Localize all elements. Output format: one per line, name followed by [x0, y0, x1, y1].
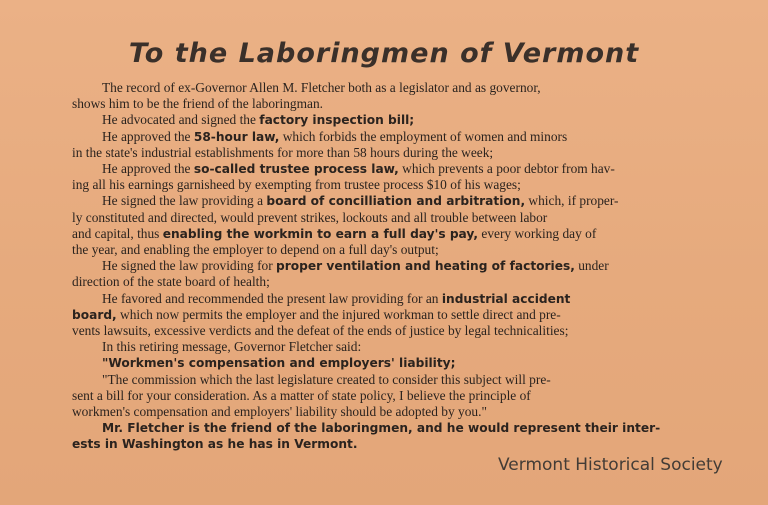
text-segment: which forbids the employment of women and minors	[279, 128, 568, 144]
text-segment: in the state's industrial establishments for more than 58 hours during the week;	[72, 144, 494, 160]
text-line	[72, 323, 688, 339]
text-segment: ing all his earnings garnisheed by exempting from trustee process $10 of his wages;	[72, 177, 521, 193]
bold-phrase: 58-hour law,	[193, 129, 280, 144]
bold-phrase: board of concilliation and arbitration,	[266, 194, 526, 209]
text-segment: vents lawsuits, excessive verdicts and the defeat of the ends of justice by legal technicalities;	[72, 323, 569, 339]
text-segment: workmen's compensation and employers' liability should be adopted by you."	[72, 404, 487, 420]
text-segment: He signed the law providing for	[102, 258, 277, 274]
text-line	[72, 436, 688, 452]
text-line	[72, 145, 688, 161]
text-line	[72, 274, 688, 290]
text-segment: sent a bill for your consideration. As a matter of state policy, I believe the principle of	[72, 387, 531, 403]
text-segment: He signed the law providing a	[102, 193, 267, 209]
text-line	[72, 355, 688, 371]
text-line	[72, 307, 688, 323]
text-segment: every working day of	[478, 225, 597, 241]
text-segment: He approved the	[102, 128, 194, 144]
text-line	[72, 242, 688, 258]
bold-phrase: enabling the workmin to earn a full day's pay,	[162, 226, 479, 241]
text-line	[72, 372, 688, 388]
text-line	[72, 129, 688, 145]
text-segment: which prevents a poor debtor from hav-	[398, 161, 615, 177]
bold-phrase: Mr. Fletcher is the friend of the laboringmen, and he would represent their inter-	[102, 421, 661, 436]
text-line	[72, 420, 688, 436]
watermark: Vermont Historical Society	[498, 455, 723, 475]
text-line	[72, 226, 688, 242]
bold-phrase: industrial accident	[441, 291, 571, 306]
bold-phrase: board,	[72, 307, 117, 322]
text-segment: under	[574, 258, 609, 274]
text-segment: The record of ex-Governor Allen M. Fletcher both as a legislator and as governor,	[102, 80, 541, 95]
text-line	[72, 161, 688, 177]
text-segment: "The commission which the last legislature created to consider this subject will pre-	[102, 371, 551, 387]
document-title: To the Laboringmen of Vermont	[128, 38, 640, 69]
text-line	[72, 258, 688, 274]
text-segment: which now permits the employer and the injured workman to settle direct and pre-	[116, 306, 561, 322]
bold-phrase: factory inspection bill;	[259, 113, 415, 128]
text-line	[72, 112, 688, 128]
text-segment: He approved the	[102, 161, 194, 177]
text-line	[72, 404, 688, 420]
bold-phrase: proper ventilation and heating of factories,	[276, 259, 575, 274]
document-body	[72, 80, 688, 453]
text-line	[72, 339, 688, 355]
text-segment: which, if proper-	[525, 193, 619, 209]
bold-phrase: "Workmen's compensation and employers' liability;	[102, 356, 456, 371]
text-line	[72, 210, 688, 226]
text-segment: and capital, thus	[72, 225, 163, 241]
bold-phrase: ests in Washington as he has in Vermont.	[72, 437, 358, 452]
text-segment: He favored and recommended the present law providing for an	[102, 290, 442, 306]
text-line	[72, 388, 688, 404]
text-line	[72, 96, 688, 112]
text-line	[72, 291, 688, 307]
text-line	[72, 193, 688, 209]
text-segment: direction of the state board of health;	[72, 274, 270, 290]
text-line	[72, 177, 688, 193]
text-segment: the year, and enabling the employer to depend on a full day's output;	[72, 242, 439, 258]
text-line	[72, 80, 688, 96]
text-segment: shows him to be the friend of the laboringman.	[72, 96, 324, 112]
text-segment: ly constituted and directed, would prevent strikes, lockouts and all trouble between labor	[72, 209, 548, 225]
text-segment: In this retiring message, Governor Fletcher said:	[102, 339, 362, 355]
bold-phrase: so-called trustee process law,	[193, 162, 399, 177]
text-segment: He advocated and signed the	[102, 112, 260, 128]
